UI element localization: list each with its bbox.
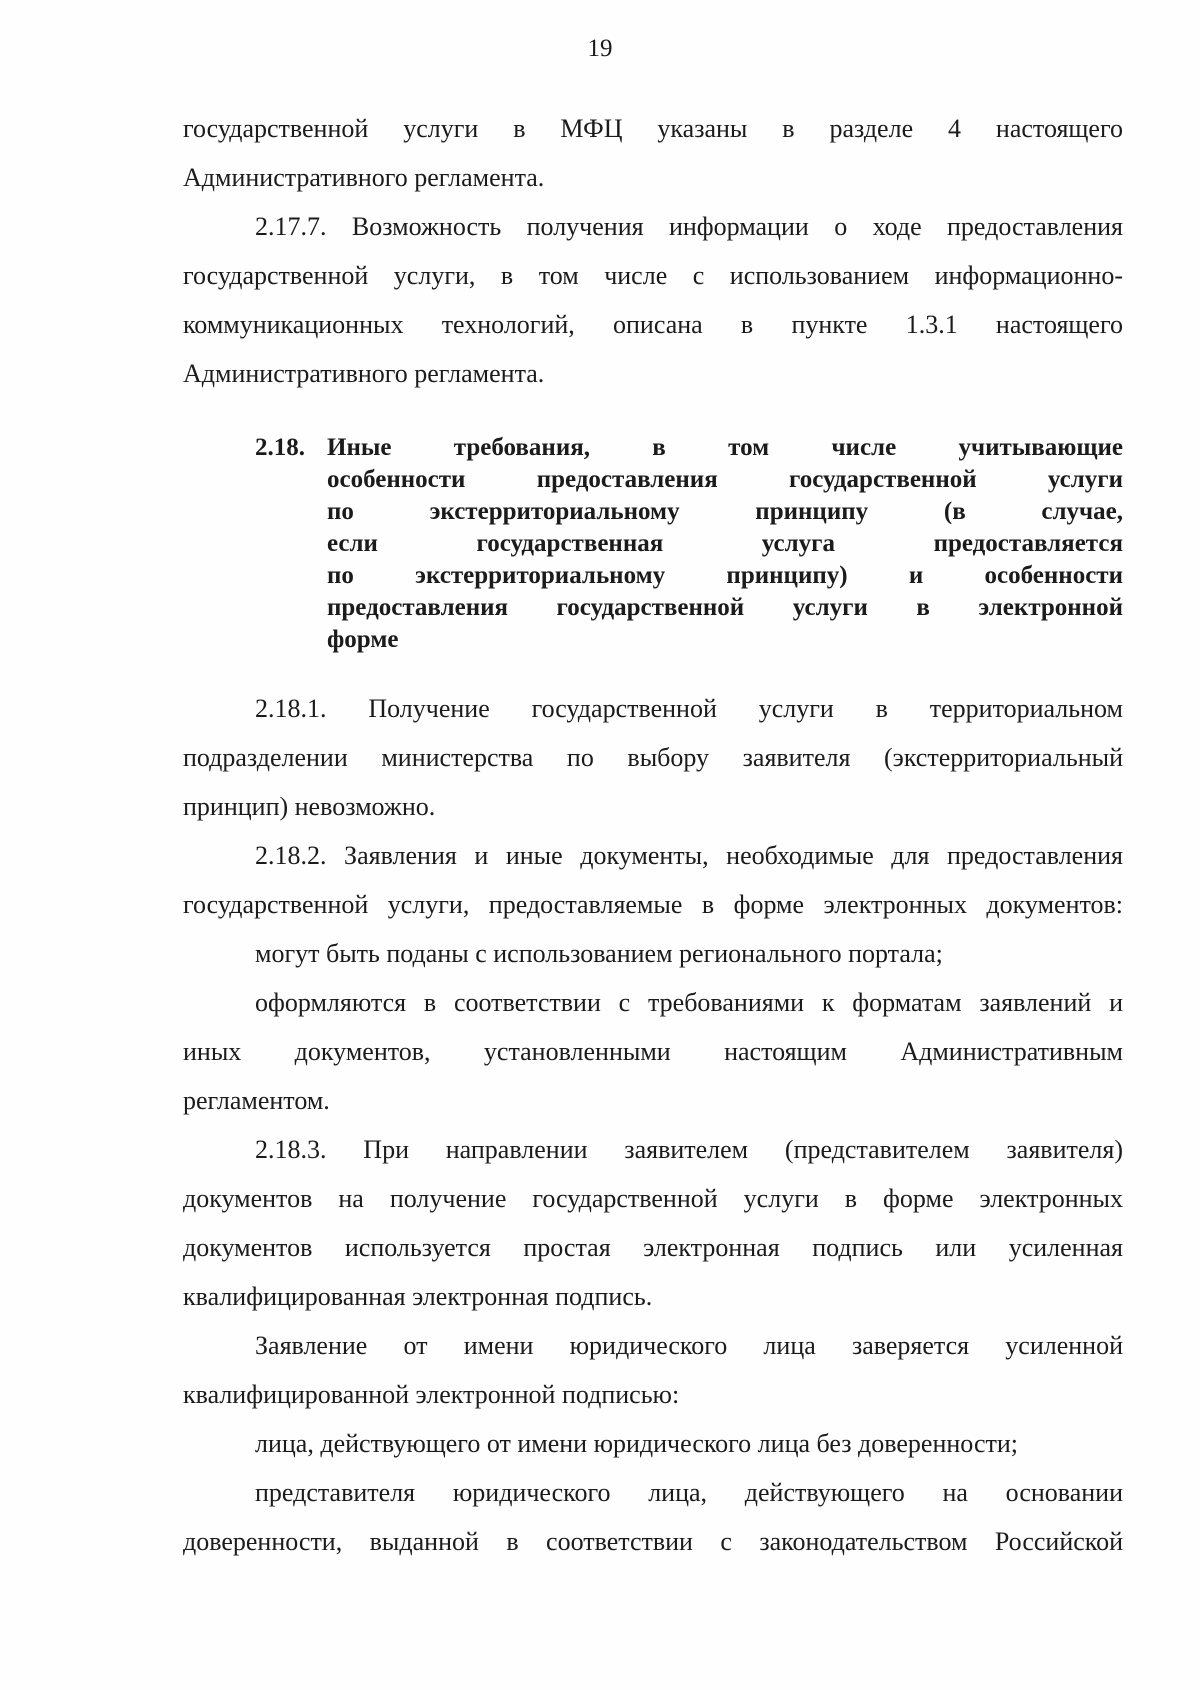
text-line: коммуникационных технологий, описана в пункте 1.3.1 настоящего [183,310,1123,339]
text-line: документов на получение государственной услуги в форме электронных [183,1184,1123,1213]
paragraph-2-17-7: 2.17.7. Возможность получения информации о ходе предоставления [255,212,1123,241]
text-line: могут быть поданы с использованием регионального портала; [255,939,943,968]
text-line: квалифицированной электронной подписью: [183,1380,680,1409]
text-line: лица, действующего от имени юридического лица без доверенности; [255,1429,1018,1458]
text-line: квалифицированная электронная подпись. [183,1282,653,1311]
page-number: 19 [587,35,613,62]
heading-number: 2.18. [255,434,305,461]
body-text-block [183,684,1123,1566]
heading-line [255,432,1123,464]
text-line: государственной услуги, в том числе с использованием информационно- [183,261,1123,290]
text-line: принцип) невозможно. [183,792,436,821]
text-line: документов используется простая электронная подпись или усиленная [183,1233,1123,1262]
heading-line: форме [327,626,399,653]
heading-line: если государственная услуга предоставляется [327,530,1123,557]
text-line: регламентом. [183,1086,330,1115]
heading-line: особенности предоставления государственной услуги [327,466,1123,493]
paragraph-2-18-3: 2.18.3. При направлении заявителем (представителем заявителя) [255,1135,1123,1164]
text-line: представителя юридического лица, действующего на основании [255,1478,1123,1507]
paragraph-2-18-1: 2.18.1. Получение государственной услуги в территориальном [255,694,1123,723]
heading-line: по экстерриториальному принципу) и особенности [327,562,1123,589]
text-line: государственной услуги, предоставляемые в форме электронных документов: [183,890,1123,919]
text-line: Административного регламента. [183,359,545,388]
text-line: оформляются в соответствии с требованиями к форматам заявлений и [255,988,1123,1017]
text-line: иных документов, установленными настоящим Административным [183,1037,1123,1066]
section-heading-2-18 [255,432,1123,656]
text-line: подразделении министерства по выбору заявителя (экстерриториальный [183,743,1123,772]
text-line: Заявление от имени юридического лица заверяется усиленной [255,1331,1123,1360]
paragraph-2-18-2: 2.18.2. Заявления и иные документы, необходимые для предоставления [255,841,1123,870]
heading-line: предоставления государственной услуги в электронной [327,594,1123,621]
heading-line: по экстерриториальному принципу (в случае, [327,498,1123,525]
text-line: Административного регламента. [183,163,545,192]
top-text-block [183,104,1123,398]
text-line: государственной услуги в МФЦ указаны в разделе 4 настоящего [183,114,1123,143]
text-line: доверенности, выданной в соответствии с законодательством Российской [183,1527,1123,1556]
heading-text: Иные требования, в том числе учитывающие [327,434,1123,461]
